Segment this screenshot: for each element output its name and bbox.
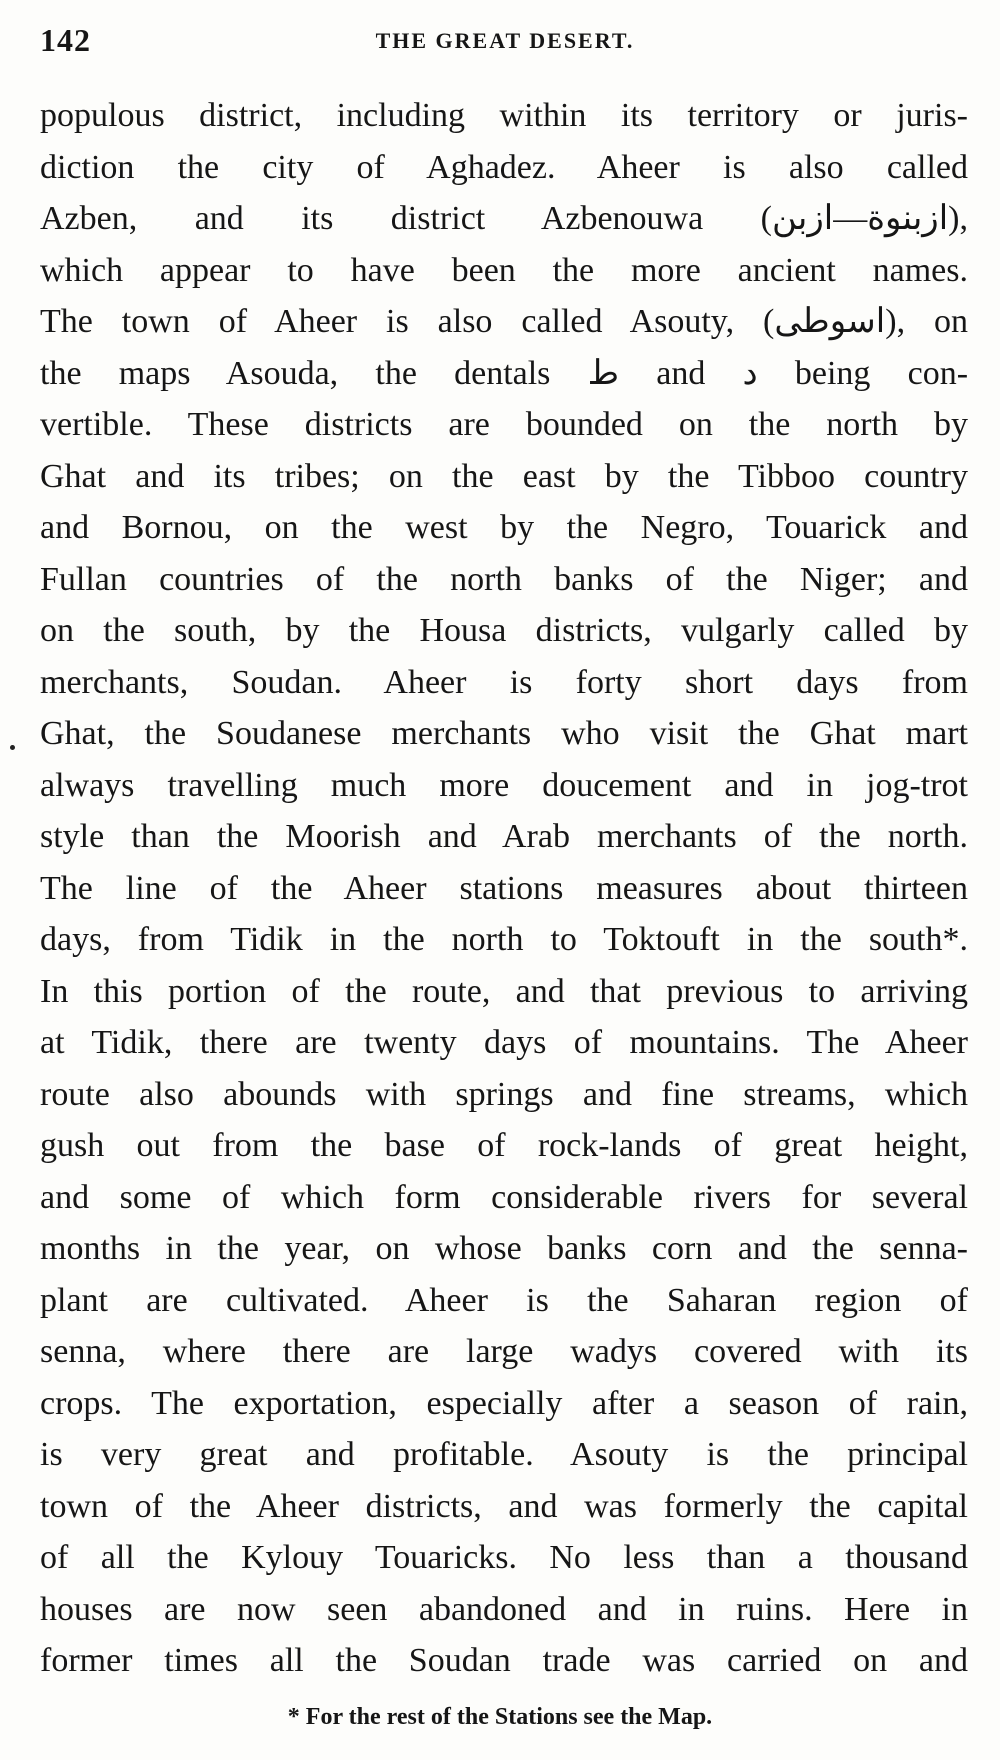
text-line: and Bornou, on the west by the Negro, Touarick and: [40, 509, 968, 546]
text-line: diction the city of Aghadez. Aheer is also called: [40, 148, 968, 186]
text-line: gush out from the base of rock-lands of great height,: [40, 1127, 968, 1164]
text-line: merchants, Soudan. Aheer is forty short days from: [40, 663, 968, 701]
text-line: The town of Aheer is also called Asouty, (اسوطى), on: [40, 303, 968, 340]
text-line: plant are cultivated. Aheer is the Saharan region of: [40, 1281, 968, 1319]
text-line: route also abounds with springs and fine streams, which: [40, 1075, 968, 1113]
text-line: is very great and profitable. Asouty is the principal: [40, 1436, 968, 1473]
text-line: months in the year, on whose banks corn and the senna-: [40, 1230, 968, 1267]
margin-mark: [10, 745, 15, 750]
text-line: populous district, including within its territory or juris-: [40, 97, 968, 134]
text-line: and some of which form considerable rivers for several: [40, 1178, 968, 1216]
text-line: the maps Asouda, the dentals ط and د being con-: [40, 354, 968, 392]
text-line: on the south, by the Housa districts, vulgarly called by: [40, 612, 968, 649]
text-line: houses are now seen abandoned and in ruins. Here in: [40, 1590, 968, 1628]
text-line: days, from Tidik in the north to Toktouft in the south*.: [40, 921, 968, 958]
text-line: always travelling much more doucement and in jog-trot: [40, 766, 968, 804]
body-text: [40, 90, 968, 1687]
running-title: THE GREAT DESERT.: [375, 28, 635, 53]
footnote: * For the rest of the Stations see the Map.: [287, 1704, 713, 1730]
page-header: [40, 18, 970, 62]
text-line: style than the Moorish and Arab merchants of the north.: [40, 818, 968, 855]
text-line: The line of the Aheer stations measures about thirteen: [40, 869, 968, 907]
text-line: which appear to have been the more ancient names.: [40, 251, 968, 289]
text-line: of all the Kylouy Touaricks. No less than a thousand: [40, 1539, 968, 1576]
text-line: senna, where there are large wadys covered with its: [40, 1333, 968, 1370]
text-line: Azben, and its district Azbenouwa (ازبنوة—ازبن),: [40, 200, 968, 237]
text-line: In this portion of the route, and that previous to arriving: [40, 972, 968, 1010]
text-line: Ghat and its tribes; on the east by the Tibboo country: [40, 457, 968, 495]
text-line: Fullan countries of the north banks of the Niger; and: [40, 560, 968, 598]
text-line: Ghat, the Soudanese merchants who visit the Ghat mart: [40, 715, 968, 752]
text-line: at Tidik, there are twenty days of mountains. The Aheer: [40, 1024, 968, 1061]
text-line: crops. The exportation, especially after a season of rain,: [40, 1384, 968, 1422]
text-line: town of the Aheer districts, and was formerly the capital: [40, 1487, 968, 1525]
text-line: former times all the Soudan trade was carried on and: [40, 1642, 968, 1679]
page-number: 142: [40, 22, 91, 58]
text-line: vertible. These districts are bounded on the north by: [40, 406, 968, 443]
